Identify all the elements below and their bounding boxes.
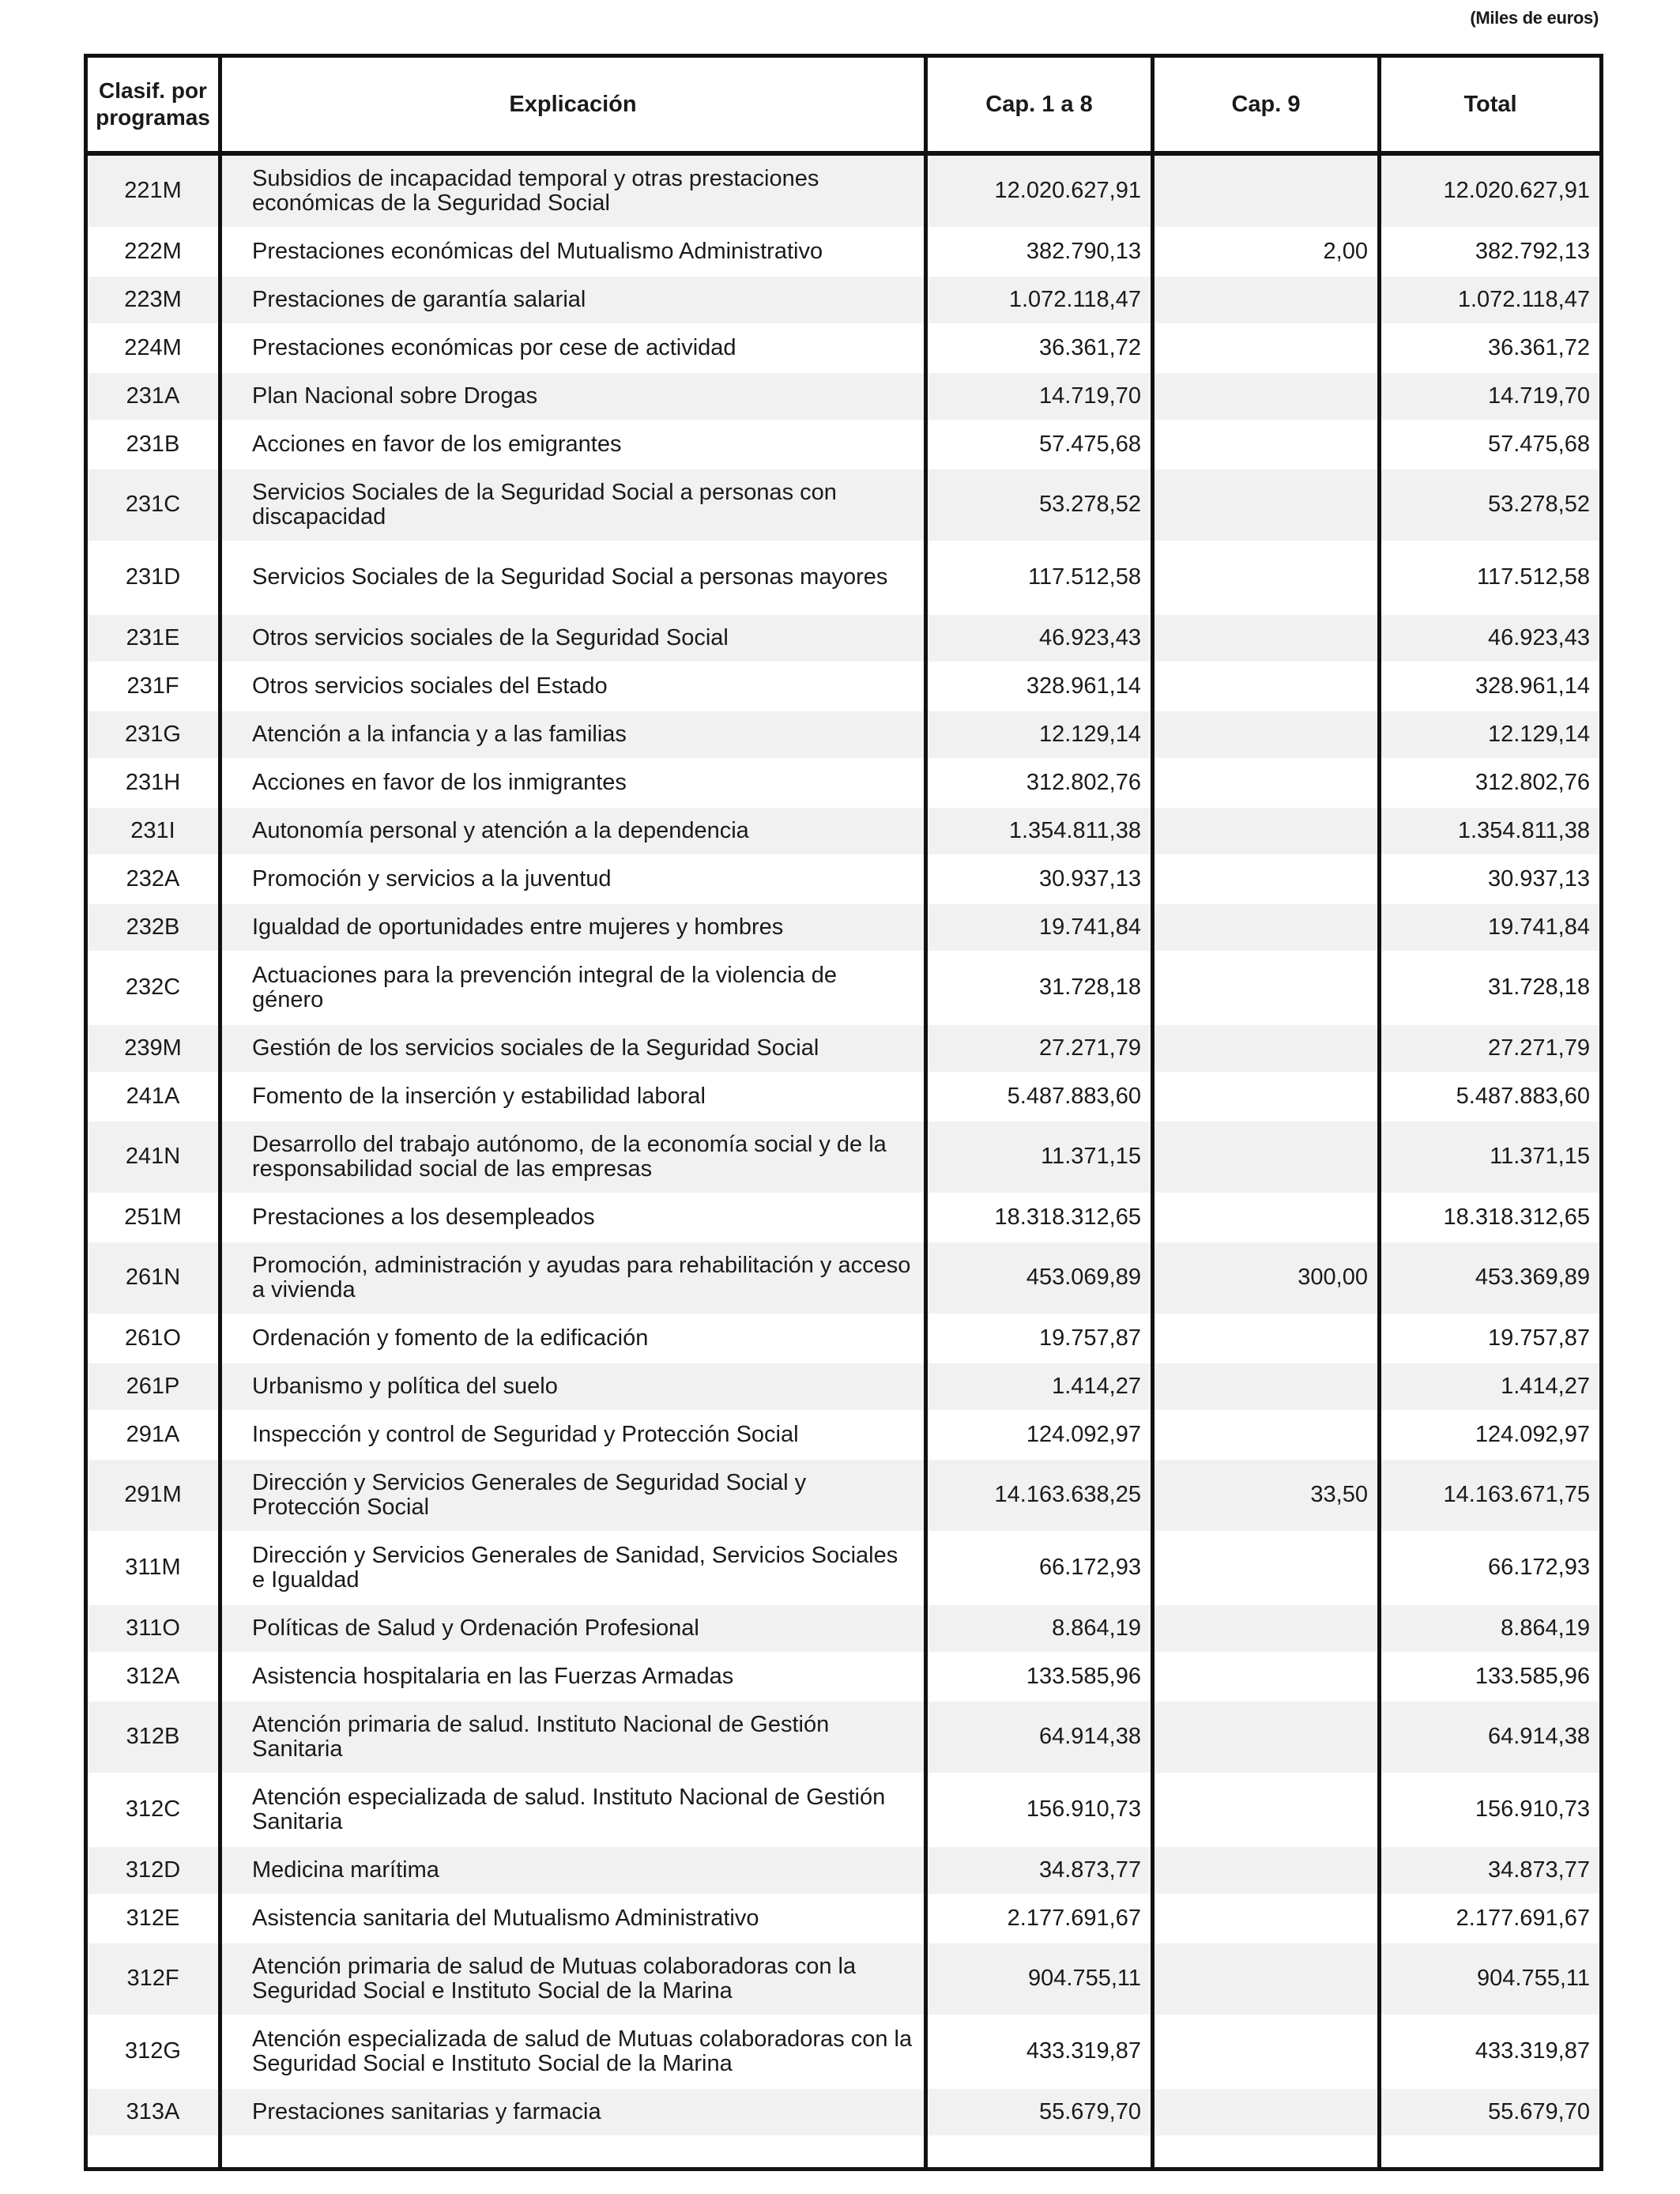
table-row (86, 1604, 1602, 1653)
table-row (86, 541, 1602, 614)
header-cap1a8: Cap. 1 a 8 (926, 56, 1153, 153)
total-value: 57.475,68 (1380, 420, 1602, 469)
table-row (86, 1532, 1602, 1604)
total-value: 1.414,27 (1380, 1363, 1602, 1411)
total-value: 1.354.811,38 (1380, 807, 1602, 855)
cap-1-8-value: 11.371,15 (926, 1121, 1153, 1193)
cap-1-8-value: 12.020.627,91 (926, 153, 1153, 228)
description: Promoción, administración y ayudas para rehabilitación y acceso a vivienda (220, 1242, 926, 1314)
cap-1-8-value: 55.679,70 (926, 2088, 1153, 2136)
table-row (86, 276, 1602, 324)
cap-1-8-value: 66.172,93 (926, 1532, 1153, 1604)
program-code: 251M (86, 1193, 220, 1242)
total-value: 27.271,79 (1380, 1024, 1602, 1072)
cap-9-value (1153, 1314, 1380, 1363)
table-header (86, 56, 1602, 153)
program-code: 312A (86, 1653, 220, 1701)
cap-1-8-value: 8.864,19 (926, 1604, 1153, 1653)
cap-1-8-value: 31.728,18 (926, 952, 1153, 1024)
total-value: 18.318.312,65 (1380, 1193, 1602, 1242)
program-code: 261O (86, 1314, 220, 1363)
program-code: 312G (86, 2015, 220, 2088)
table-row (86, 614, 1602, 662)
description: Fomento de la inserción y estabilidad laboral (220, 1072, 926, 1121)
total-value: 433.319,87 (1380, 2015, 1602, 2088)
cap-9-value (1153, 2015, 1380, 2088)
table-row (86, 1314, 1602, 1363)
description: Servicios Sociales de la Seguridad Social a personas con discapacidad (220, 469, 926, 541)
total-value: 117.512,58 (1380, 541, 1602, 614)
program-code: 231A (86, 372, 220, 420)
cap-9-value (1153, 420, 1380, 469)
cap-9-value: 300,00 (1153, 1242, 1380, 1314)
cap-9-value (1153, 1894, 1380, 1943)
cap-9-value (1153, 1846, 1380, 1894)
total-value: 328.961,14 (1380, 662, 1602, 711)
program-code: 221M (86, 153, 220, 228)
cap-9-value (1153, 1943, 1380, 2015)
cap-1-8-value: 46.923,43 (926, 614, 1153, 662)
total-value: 14.719,70 (1380, 372, 1602, 420)
table-row (86, 1653, 1602, 1701)
program-code: 239M (86, 1024, 220, 1072)
cap-9-value (1153, 1193, 1380, 1242)
cap-9-value (1153, 855, 1380, 903)
cap-9-value (1153, 807, 1380, 855)
description: Igualdad de oportunidades entre mujeres y hombres (220, 903, 926, 952)
program-code: 291A (86, 1411, 220, 1459)
description: Prestaciones económicas del Mutualismo Administrativo (220, 228, 926, 276)
cap-1-8-value: 433.319,87 (926, 2015, 1153, 2088)
description: Prestaciones a los desempleados (220, 1193, 926, 1242)
spacer-cell (1153, 2136, 1380, 2169)
table-row (86, 2088, 1602, 2136)
program-code: 311M (86, 1532, 220, 1604)
cap-1-8-value: 27.271,79 (926, 1024, 1153, 1072)
table-row (86, 855, 1602, 903)
total-value: 34.873,77 (1380, 1846, 1602, 1894)
description: Prestaciones económicas por cese de actividad (220, 324, 926, 372)
table-row (86, 469, 1602, 541)
table-row (86, 1121, 1602, 1193)
cap-1-8-value: 904.755,11 (926, 1943, 1153, 2015)
spacer-cell (220, 2136, 926, 2169)
table-row (86, 1894, 1602, 1943)
program-code: 312E (86, 1894, 220, 1943)
total-value: 156.910,73 (1380, 1774, 1602, 1846)
table-row (86, 372, 1602, 420)
total-value: 53.278,52 (1380, 469, 1602, 541)
cap-9-value (1153, 711, 1380, 759)
cap-9-value (1153, 1411, 1380, 1459)
table-row (86, 1459, 1602, 1532)
program-code: 291M (86, 1459, 220, 1532)
cap-9-value: 33,50 (1153, 1459, 1380, 1532)
table-row (86, 662, 1602, 711)
description: Acciones en favor de los inmigrantes (220, 759, 926, 807)
header-programa: Clasif. por programas (86, 56, 220, 153)
table-row (86, 2015, 1602, 2088)
description: Atención primaria de salud. Instituto Nacional de Gestión Sanitaria (220, 1701, 926, 1774)
program-code: 311O (86, 1604, 220, 1653)
cap-1-8-value: 2.177.691,67 (926, 1894, 1153, 1943)
total-value: 453.369,89 (1380, 1242, 1602, 1314)
cap-1-8-value: 12.129,14 (926, 711, 1153, 759)
cap-1-8-value: 19.741,84 (926, 903, 1153, 952)
cap-9-value (1153, 1363, 1380, 1411)
cap-1-8-value: 133.585,96 (926, 1653, 1153, 1701)
description: Actuaciones para la prevención integral de la violencia de género (220, 952, 926, 1024)
table-row (86, 1242, 1602, 1314)
program-code: 312D (86, 1846, 220, 1894)
total-value: 8.864,19 (1380, 1604, 1602, 1653)
program-code: 231B (86, 420, 220, 469)
table-row (86, 1943, 1602, 2015)
cap-1-8-value: 30.937,13 (926, 855, 1153, 903)
table-row (86, 420, 1602, 469)
total-value: 312.802,76 (1380, 759, 1602, 807)
header-total: Total (1380, 56, 1602, 153)
program-code: 232A (86, 855, 220, 903)
cap-1-8-value: 57.475,68 (926, 420, 1153, 469)
cap-9-value (1153, 903, 1380, 952)
description: Otros servicios sociales del Estado (220, 662, 926, 711)
description: Atención a la infancia y a las familias (220, 711, 926, 759)
cap-1-8-value: 156.910,73 (926, 1774, 1153, 1846)
cap-9-value (1153, 1701, 1380, 1774)
description: Asistencia sanitaria del Mutualismo Administrativo (220, 1894, 926, 1943)
cap-9-value (1153, 1121, 1380, 1193)
cap-9-value (1153, 1532, 1380, 1604)
program-code: 261N (86, 1242, 220, 1314)
total-value: 12.020.627,91 (1380, 153, 1602, 228)
units-note: (Miles de euros) (1470, 8, 1599, 28)
description: Prestaciones de garantía salarial (220, 276, 926, 324)
cap-1-8-value: 5.487.883,60 (926, 1072, 1153, 1121)
table-row (86, 1411, 1602, 1459)
total-value: 19.741,84 (1380, 903, 1602, 952)
program-code: 223M (86, 276, 220, 324)
table-row (86, 952, 1602, 1024)
table-row (86, 1701, 1602, 1774)
total-value: 14.163.671,75 (1380, 1459, 1602, 1532)
description: Asistencia hospitalaria en las Fuerzas Armadas (220, 1653, 926, 1701)
table-row (86, 1193, 1602, 1242)
cap-9-value (1153, 469, 1380, 541)
cap-9-value (1153, 952, 1380, 1024)
total-value: 46.923,43 (1380, 614, 1602, 662)
total-value: 55.679,70 (1380, 2088, 1602, 2136)
total-value: 19.757,87 (1380, 1314, 1602, 1363)
cap-1-8-value: 124.092,97 (926, 1411, 1153, 1459)
description: Atención primaria de salud de Mutuas colaboradoras con la Seguridad Social e Instituto Social de la Marina (220, 1943, 926, 2015)
table-row (86, 1774, 1602, 1846)
cap-1-8-value: 18.318.312,65 (926, 1193, 1153, 1242)
cap-9-value (1153, 1024, 1380, 1072)
table-row (86, 1363, 1602, 1411)
description: Subsidios de incapacidad temporal y otras prestaciones económicas de la Seguridad Social (220, 153, 926, 228)
description: Desarrollo del trabajo autónomo, de la economía social y de la responsabilidad social de las empresas (220, 1121, 926, 1193)
cap-9-value (1153, 1653, 1380, 1701)
program-code: 261P (86, 1363, 220, 1411)
cap-1-8-value: 34.873,77 (926, 1846, 1153, 1894)
cap-1-8-value: 14.163.638,25 (926, 1459, 1153, 1532)
program-code: 241N (86, 1121, 220, 1193)
cap-9-value (1153, 1774, 1380, 1846)
program-code: 313A (86, 2088, 220, 2136)
table-row (86, 711, 1602, 759)
table-row (86, 903, 1602, 952)
description: Políticas de Salud y Ordenación Profesional (220, 1604, 926, 1653)
description: Promoción y servicios a la juventud (220, 855, 926, 903)
table-row (86, 324, 1602, 372)
table-row (86, 153, 1602, 228)
total-value: 133.585,96 (1380, 1653, 1602, 1701)
program-code: 231H (86, 759, 220, 807)
table-end-spacer (86, 2136, 1602, 2169)
cap-9-value: 2,00 (1153, 228, 1380, 276)
cap-9-value (1153, 662, 1380, 711)
total-value: 11.371,15 (1380, 1121, 1602, 1193)
total-value: 31.728,18 (1380, 952, 1602, 1024)
total-value: 1.072.118,47 (1380, 276, 1602, 324)
description: Inspección y control de Seguridad y Protección Social (220, 1411, 926, 1459)
total-value: 904.755,11 (1380, 1943, 1602, 2015)
cap-1-8-value: 1.354.811,38 (926, 807, 1153, 855)
description: Ordenación y fomento de la edificación (220, 1314, 926, 1363)
total-value: 12.129,14 (1380, 711, 1602, 759)
description: Medicina marítima (220, 1846, 926, 1894)
table-row (86, 759, 1602, 807)
total-value: 2.177.691,67 (1380, 1894, 1602, 1943)
budget-table (84, 54, 1603, 2171)
program-code: 224M (86, 324, 220, 372)
description: Gestión de los servicios sociales de la Seguridad Social (220, 1024, 926, 1072)
cap-1-8-value: 453.069,89 (926, 1242, 1153, 1314)
cap-9-value (1153, 541, 1380, 614)
header-cap9: Cap. 9 (1153, 56, 1380, 153)
table-body (86, 153, 1602, 2169)
cap-1-8-value: 19.757,87 (926, 1314, 1153, 1363)
total-value: 30.937,13 (1380, 855, 1602, 903)
table-row (86, 1072, 1602, 1121)
cap-9-value (1153, 759, 1380, 807)
cap-9-value (1153, 372, 1380, 420)
total-value: 382.792,13 (1380, 228, 1602, 276)
cap-1-8-value: 117.512,58 (926, 541, 1153, 614)
program-code: 241A (86, 1072, 220, 1121)
program-code: 231C (86, 469, 220, 541)
spacer-cell (926, 2136, 1153, 2169)
description: Atención especializada de salud. Instituto Nacional de Gestión Sanitaria (220, 1774, 926, 1846)
description: Prestaciones sanitarias y farmacia (220, 2088, 926, 2136)
cap-9-value (1153, 153, 1380, 228)
header-explicacion: Explicación (220, 56, 926, 153)
program-code: 231D (86, 541, 220, 614)
total-value: 36.361,72 (1380, 324, 1602, 372)
cap-1-8-value: 14.719,70 (926, 372, 1153, 420)
table-row (86, 228, 1602, 276)
description: Dirección y Servicios Generales de Sanidad, Servicios Sociales e Igualdad (220, 1532, 926, 1604)
table-row (86, 807, 1602, 855)
cap-1-8-value: 64.914,38 (926, 1701, 1153, 1774)
description: Otros servicios sociales de la Seguridad Social (220, 614, 926, 662)
program-code: 222M (86, 228, 220, 276)
program-code: 312B (86, 1701, 220, 1774)
cap-1-8-value: 382.790,13 (926, 228, 1153, 276)
cap-9-value (1153, 614, 1380, 662)
spacer-cell (86, 2136, 220, 2169)
cap-1-8-value: 1.072.118,47 (926, 276, 1153, 324)
program-code: 312F (86, 1943, 220, 2015)
cap-9-value (1153, 1604, 1380, 1653)
total-value: 124.092,97 (1380, 1411, 1602, 1459)
cap-1-8-value: 53.278,52 (926, 469, 1153, 541)
description: Atención especializada de salud de Mutuas colaboradoras con la Seguridad Social e Instituto Social de la Marina (220, 2015, 926, 2088)
description: Plan Nacional sobre Drogas (220, 372, 926, 420)
program-code: 231I (86, 807, 220, 855)
cap-1-8-value: 328.961,14 (926, 662, 1153, 711)
cap-1-8-value: 1.414,27 (926, 1363, 1153, 1411)
cap-1-8-value: 312.802,76 (926, 759, 1153, 807)
cap-9-value (1153, 324, 1380, 372)
total-value: 66.172,93 (1380, 1532, 1602, 1604)
cap-9-value (1153, 1072, 1380, 1121)
cap-9-value (1153, 276, 1380, 324)
description: Acciones en favor de los emigrantes (220, 420, 926, 469)
description: Autonomía personal y atención a la dependencia (220, 807, 926, 855)
program-code: 312C (86, 1774, 220, 1846)
description: Urbanismo y política del suelo (220, 1363, 926, 1411)
total-value: 64.914,38 (1380, 1701, 1602, 1774)
table-row (86, 1024, 1602, 1072)
description: Servicios Sociales de la Seguridad Social a personas mayores (220, 541, 926, 614)
program-code: 232C (86, 952, 220, 1024)
description: Dirección y Servicios Generales de Seguridad Social y Protección Social (220, 1459, 926, 1532)
cap-1-8-value: 36.361,72 (926, 324, 1153, 372)
cap-9-value (1153, 2088, 1380, 2136)
program-code: 231E (86, 614, 220, 662)
program-code: 232B (86, 903, 220, 952)
program-code: 231F (86, 662, 220, 711)
program-code: 231G (86, 711, 220, 759)
table-row (86, 1846, 1602, 1894)
spacer-cell (1380, 2136, 1602, 2169)
total-value: 5.487.883,60 (1380, 1072, 1602, 1121)
